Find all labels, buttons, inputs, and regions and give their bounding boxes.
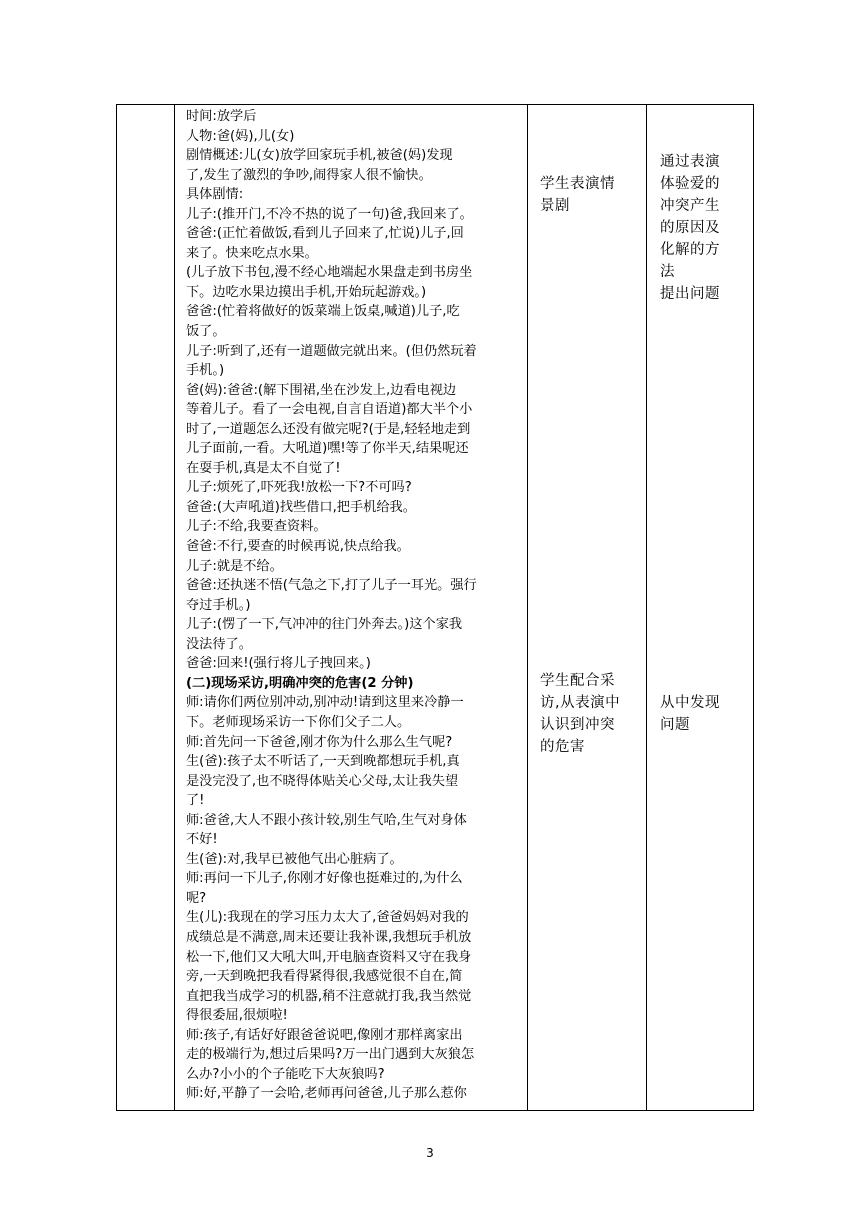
design-intent-2 (660, 692, 720, 736)
activity-line: 爸爸:(忙着将做好的饭菜端上饭桌,喊道)儿子,吃 (186, 304, 460, 320)
stage-cell (117, 105, 175, 1111)
design-intent-line: 提出问题 (660, 286, 720, 302)
design-intent-line: 体验爱的 (660, 176, 720, 192)
activity-line: 饭了。 (186, 324, 226, 340)
activity-line: 在耍手机,真是太不自觉了! (186, 460, 341, 476)
activity-line: 夺过手机。) (186, 597, 251, 613)
lesson-plan-table (116, 104, 754, 1111)
activity-line: 儿子:(推开门,不冷不热的说了一句)爸,我回来了。 (186, 206, 473, 222)
activity-line: 下。边吃水果边摸出手机,开始玩起游戏。) (186, 284, 427, 300)
activity-line: 么办?小小的个子能吃下大灰狼吗? (186, 1066, 385, 1082)
activity-line: 师:爸爸,大人不跟小孩计较,别生气哈,生气对身体 (186, 812, 467, 828)
table-row (117, 105, 754, 1111)
student-activity-line: 学生表演情 (540, 176, 615, 192)
activity-line: 得很委屈,很烦啦! (186, 1008, 288, 1024)
activity-line: 儿子:不给,我要查资料。 (186, 519, 327, 535)
activity-line: 儿子:烦死了,吓死我!放松一下?不可吗? (186, 480, 412, 496)
activity-line: 儿子:听到了,还有一道题做完就出来。(但仍然玩着 (186, 343, 477, 359)
student-activity-cell (528, 105, 647, 1111)
activity-line: 是没完没了,也不晓得体贴关心父母,太让我失望 (186, 773, 459, 789)
student-activity-line: 认识到冲突 (540, 717, 615, 733)
design-intent-line: 法 (660, 264, 675, 280)
design-intent-line: 冲突产生 (660, 198, 720, 214)
activity-line: 时间:放学后 (186, 109, 257, 124)
activity-line: 师:再问一下儿子,你刚才好像也挺难过的,为什么 (186, 871, 463, 887)
activity-line: 爸(妈):爸爸:(解下围裙,坐在沙发上,边看电视边 (186, 382, 457, 398)
teaching-activity-text (175, 105, 527, 1110)
activity-line: 直把我当成学习的机器,稍不注意就打我,我当然觉 (186, 988, 472, 1004)
activity-line: 手机。) (186, 363, 225, 379)
design-intent-line: 化解的方 (660, 242, 720, 258)
activity-line: 松一下,他们又大吼大叫,开电脑查资料又守在我身 (186, 949, 472, 965)
design-intent-line: 通过表演 (660, 154, 720, 170)
activity-line: 呢? (186, 890, 207, 906)
activity-line: 生(儿):我现在的学习压力太大了,爸爸妈妈对我的 (186, 910, 469, 926)
activity-line: 生(爸):孩子太不听话了,一天到晚都想玩手机,真 (186, 754, 460, 770)
activity-line: 走的极端行为,想过后果吗?万一出门遇到大灰狼怎 (186, 1047, 475, 1063)
activity-line: 爸爸:还执迷不悟(气急之下,打了儿子一耳光。强行 (186, 578, 477, 594)
activity-line: 儿子:就是不给。 (186, 558, 283, 574)
activity-line: 爸爸:(正忙着做饭,看到儿子回来了,忙说)儿子,回 (186, 226, 464, 242)
student-activity-line: 的危害 (540, 739, 585, 755)
activity-line: 爸爸:(大声吼道)找些借口,把手机给我。 (186, 499, 416, 515)
activity-line: (儿子放下书包,漫不经心地端起水果盘走到书房坐 (186, 265, 473, 281)
activity-line: 具体剧情: (186, 187, 244, 203)
activity-line: 爸爸:回来!(强行将儿子拽回来。) (186, 656, 371, 672)
activity-line: 师:好,平静了一会哈,老师再问爸爸,儿子那么惹你 (186, 1086, 467, 1102)
activity-line: 儿子面前,一看。大吼道)嘿!等了你半天,结果呢还 (186, 441, 469, 457)
activity-line: 了! (186, 793, 205, 809)
student-activity-line: 学生配合采 (540, 673, 615, 689)
design-intent-line: 从中发现 (660, 695, 720, 711)
page-number: 3 (426, 1146, 434, 1160)
activity-line: 师:首先问一下爸爸,刚才你为什么那么生气呢? (186, 734, 453, 750)
student-activity-2 (540, 670, 620, 758)
design-intent-line: 的原因及 (660, 220, 720, 236)
activity-line: 人物:爸(妈),儿(女) (186, 128, 295, 144)
design-intent-1 (660, 151, 720, 305)
activity-line: 儿子:(愣了一下,气冲冲的往门外奔去。)这个家我 (186, 617, 463, 633)
activity-line: 了,发生了激烈的争吵,闹得家人很不愉快。 (186, 167, 432, 183)
activity-line: 旁,一天到晚把我看得紧得很,我感觉很不自在,简 (186, 969, 463, 985)
activity-line: 时了,一道题怎么还没有做完呢?(于是,轻轻地走到 (186, 421, 471, 437)
activity-line: 师:孩子,有话好好跟爸爸说吧,像刚才那样离家出 (186, 1027, 463, 1043)
activity-line: 来了。快来吃点水果。 (186, 245, 318, 261)
student-activity-line: 访,从表演中 (540, 695, 621, 711)
activity-line: 下。老师现场采访一下你们父子二人。 (186, 714, 411, 730)
activity-line: 生(爸):对,我早已被他气出心脏病了。 (186, 851, 403, 867)
design-intent-line: 问题 (660, 717, 690, 733)
student-activity-line: 景剧 (540, 198, 570, 214)
activity-line: 成绩总是不满意,周末还要让我补课,我想玩手机放 (186, 929, 472, 945)
activity-line: 没法待了。 (186, 636, 252, 652)
activity-line: 剧情概述:儿(女)放学回家玩手机,被爸(妈)发现 (186, 148, 453, 164)
activity-line: 师:请你们两位别冲动,别冲动!请到这里来冷静一 (186, 695, 464, 711)
student-activity-1 (540, 173, 615, 217)
activity-line: 等着儿子。看了一会电视,自言自语道)都大半个小 (186, 402, 473, 418)
teaching-activity-cell (175, 105, 528, 1111)
activity-line: 不好! (186, 832, 218, 848)
activity-line: 爸爸:不行,要查的时候再说,快点给我。 (186, 539, 410, 555)
activity-line: (二)现场采访,明确冲突的危害(2 分钟) (186, 675, 414, 691)
